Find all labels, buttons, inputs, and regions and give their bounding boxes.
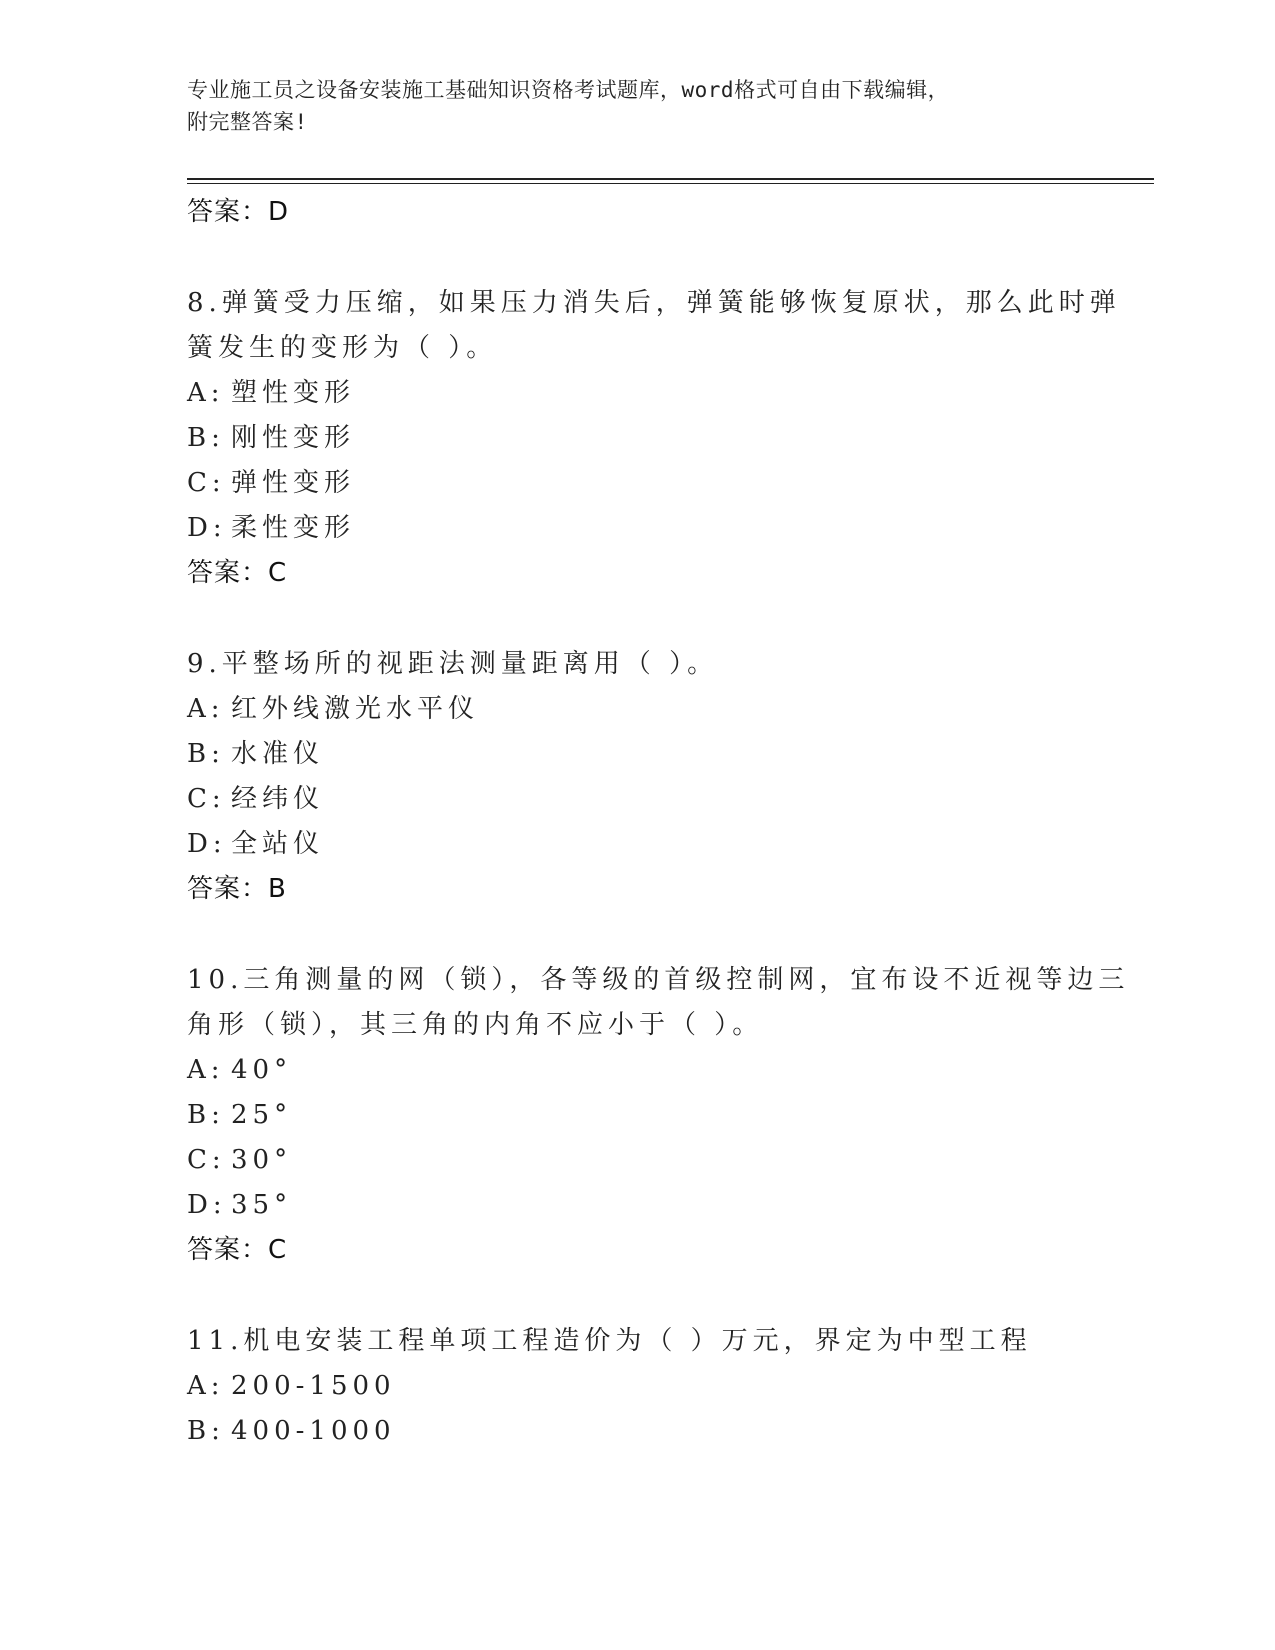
option-a [187,687,1087,732]
option-text: 弹性变形 [231,468,356,498]
question-11 [187,1319,1087,1454]
question-text: 簧发生的变形为（ ）。 [187,333,498,363]
option-key: D: [187,513,227,543]
answer-line: 答案：C [187,1235,288,1265]
option-b [187,732,1087,777]
option-key: A: [187,378,225,408]
header-divider-thin [187,183,1154,184]
option-text: 200-1500 [231,1371,396,1401]
header-line-1: 专业施工员之设备安装施工基础知识资格考试题库，word格式可自由下载编辑， [187,78,950,102]
header-line-2: 附完整答案! [187,110,308,134]
question-text: 11.机电安装工程单项工程造价为（ ）万元，界定为中型工程 [187,1326,1032,1356]
answer-line: 答案：C [187,558,288,588]
option-key: B: [187,739,225,769]
option-a [187,371,1087,416]
option-b [187,1093,1087,1138]
option-text: 经纬仪 [231,784,325,814]
document-header [187,74,1067,138]
option-text: 35° [231,1190,293,1220]
option-b [187,1409,1087,1454]
option-key: C: [187,1145,226,1175]
option-text: 刚性变形 [231,423,356,453]
option-c [187,777,1087,822]
option-key: A: [187,694,225,724]
option-d [187,506,1087,551]
option-b [187,416,1087,461]
option-key: C: [187,784,226,814]
option-text: 400-1000 [231,1416,396,1446]
option-text: 塑性变形 [231,378,356,408]
option-c [187,1138,1087,1183]
option-key: A: [187,1371,225,1401]
previous-answer: 答案：D [187,197,290,227]
question-text: 9.平整场所的视距法测量距离用（ ）。 [187,649,719,679]
option-c [187,461,1087,506]
option-key: D: [187,829,227,859]
question-text: 角形（锁），其三角的内角不应小于（ ）。 [187,1010,764,1040]
option-text: 30° [231,1145,293,1175]
option-key: A: [187,1055,225,1085]
option-key: B: [187,423,225,453]
option-key: B: [187,1416,225,1446]
option-key: D: [187,1190,227,1220]
option-text: 水准仪 [231,739,325,769]
option-d [187,1183,1087,1228]
question-8 [187,281,1121,596]
header-divider-thick [187,178,1154,180]
question-10 [187,958,1130,1273]
question-9 [187,642,1087,912]
option-key: B: [187,1100,225,1130]
option-text: 红外线激光水平仪 [231,694,480,724]
option-text: 全站仪 [231,829,325,859]
option-a [187,1048,1087,1093]
option-text: 40° [231,1055,293,1085]
option-key: C: [187,468,226,498]
answer-line: 答案：B [187,874,287,904]
option-d [187,822,1087,867]
option-text: 25° [231,1100,293,1130]
question-text: 8.弹簧受力压缩，如果压力消失后，弹簧能够恢复原状，那么此时弹 [187,288,1121,318]
question-text: 10.三角测量的网（锁），各等级的首级控制网，宜布设不近视等边三 [187,965,1130,995]
option-text: 柔性变形 [231,513,356,543]
option-a [187,1364,1087,1409]
question-list [187,190,1130,1454]
